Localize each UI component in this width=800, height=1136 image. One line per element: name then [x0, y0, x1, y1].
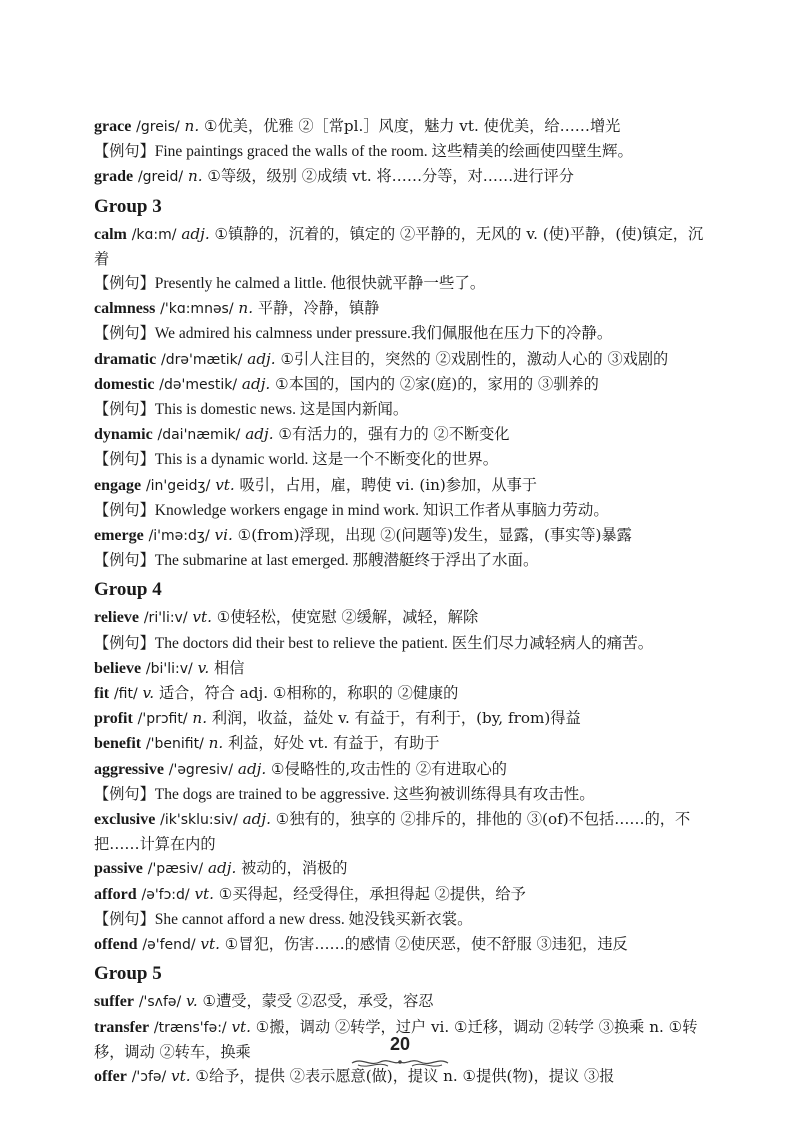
ornament-flourish-icon [348, 1055, 452, 1069]
definition: ①引人注目的，突然的 ②戏剧性的，激动人心的 ③戏剧的 [280, 349, 669, 368]
example-sentence [94, 548, 716, 573]
definition: ①使轻松，使宽慰 ②缓解，减轻，解除 [216, 608, 479, 627]
example-label: 【例句】 [94, 400, 155, 419]
headword: engage [94, 476, 142, 494]
phonetic: /'kɑ:mnəs/ [160, 301, 234, 318]
page-footer [0, 1034, 800, 1069]
headword: dynamic [94, 426, 153, 444]
example-text: Fine paintings graced the walls of the room. 这些精美的绘画使四壁生辉。 [154, 143, 634, 161]
example-text: The dogs are trained to be aggressive. 这些狗被训练得具有攻击性。 [154, 785, 595, 803]
dictionary-entry [94, 222, 716, 271]
dictionary-page [94, 114, 716, 1089]
phonetic: /'pæsiv/ [147, 861, 204, 878]
phonetic: /greid/ [137, 169, 184, 186]
definition: ①冒犯，伤害……的感情 ②使厌恶，使不舒服 ③违犯，违反 [224, 935, 628, 954]
phonetic: /'benifit/ [145, 736, 204, 753]
phonetic: /fit/ [113, 686, 138, 703]
definition: ①等级，级别 ②成绩 vt. 将……分等，对……进行评分 [207, 167, 574, 186]
phonetic: /ri'li:v/ [143, 610, 188, 627]
example-sentence [94, 498, 716, 523]
headword: relieve [94, 609, 140, 627]
example-sentence [94, 782, 716, 807]
part-of-speech: n. [192, 709, 208, 728]
phonetic: /in'geidʒ/ [145, 477, 211, 494]
definition: ①买得起，经受得住，承担得起 ②提供，给予 [218, 884, 526, 903]
dictionary-entry [94, 473, 716, 498]
dictionary-entry [94, 989, 716, 1014]
part-of-speech: adj. [245, 425, 274, 444]
part-of-speech: adj. [207, 859, 237, 878]
definition: ①有活力的，强有力的 ②不断变化 [278, 425, 510, 444]
dictionary-entry [94, 882, 716, 907]
example-sentence [94, 139, 716, 164]
phonetic: /træns'fə:/ [153, 1019, 227, 1036]
headword: fit [94, 685, 110, 703]
dictionary-entry [94, 656, 716, 681]
headword: offer [94, 1067, 127, 1085]
phonetic: /greis/ [136, 119, 180, 135]
phonetic: /'sʌfə/ [138, 994, 182, 1011]
phonetic: /kɑ:m/ [131, 226, 177, 243]
dictionary-entry [94, 347, 716, 372]
example-sentence [94, 397, 716, 422]
dictionary-entry [94, 605, 716, 630]
headword: exclusive [94, 811, 156, 829]
definition: ①本国的，国内的 ②家(庭)的，家用的 ③驯养的 [275, 374, 599, 393]
part-of-speech: adj. [247, 349, 276, 368]
phonetic: /drə'mætik/ [161, 351, 243, 368]
phonetic: /ik'sklu:siv/ [160, 812, 238, 829]
group-heading: Group 4 [94, 579, 162, 601]
part-of-speech: vt. [192, 608, 212, 627]
part-of-speech: adj. [241, 374, 271, 393]
example-label: 【例句】 [94, 500, 155, 519]
example-sentence [94, 631, 716, 656]
phonetic: /ə'fend/ [142, 937, 196, 954]
definition: ①独有的，独享的 ②排斥的，排他的 ③(of)不包括……的，不把……计算在内的 [94, 810, 691, 854]
dictionary-entry [94, 731, 716, 756]
part-of-speech: n. [208, 734, 224, 753]
part-of-speech: n. [187, 167, 203, 186]
example-sentence [94, 907, 716, 932]
headword: benefit [94, 735, 142, 753]
dictionary-entry [94, 523, 716, 548]
definition: ①(from)浮现，出现 ②(问题等)发生，显露，(事实等)暴露 [237, 526, 632, 545]
definition: ①遭受，蒙受 ②忍受，承受，容忍 [202, 992, 434, 1011]
part-of-speech: vt. [215, 475, 235, 494]
part-of-speech: adj. [237, 759, 267, 778]
example-sentence [94, 447, 716, 472]
part-of-speech: adj. [181, 224, 210, 243]
part-of-speech: adj. [242, 810, 271, 829]
headword: profit [94, 710, 133, 728]
example-sentence [94, 271, 716, 296]
headword: believe [94, 659, 142, 677]
example-label: 【例句】 [94, 450, 155, 469]
headword: emerge [94, 527, 144, 545]
definition: ①侵略性的,攻击性的 ②有进取心的 [271, 759, 507, 778]
phonetic: /'ɔfə/ [131, 1068, 167, 1085]
example-text: This is a dynamic world. 这是一个不断变化的世界。 [154, 451, 499, 469]
dictionary-entry [94, 164, 716, 189]
example-label: 【例句】 [94, 633, 155, 652]
definition: 适合，符合 adj. ①相称的，称职的 ②健康的 [158, 684, 459, 703]
part-of-speech: v. [142, 684, 155, 703]
example-label: 【例句】 [94, 142, 155, 161]
definition: 吸引，占用，雇，聘使 vi. (in)参加，从事于 [239, 475, 537, 494]
example-label: 【例句】 [94, 551, 155, 570]
example-text: She cannot afford a new dress. 她没钱买新衣裳。 [154, 910, 473, 928]
phonetic: /dai'næmik/ [157, 427, 241, 444]
phonetic: /də'mestik/ [159, 376, 238, 393]
headword: dramatic [94, 350, 157, 368]
headword: aggressive [94, 760, 164, 778]
dictionary-entry [94, 372, 716, 397]
headword: grace [94, 118, 132, 135]
group-heading: Group 5 [94, 963, 162, 985]
dictionary-entry [94, 296, 716, 321]
example-sentence [94, 321, 716, 346]
definition: 相信 [214, 658, 245, 677]
example-label: 【例句】 [94, 324, 155, 343]
definition: ①优美，优雅 ②［常pl.］风度，魅力 vt. 使优美，给……增光 [203, 117, 621, 135]
part-of-speech: v. [197, 658, 210, 677]
example-text: We admired his calmness under pressure.我们佩服他在压力下的冷静。 [154, 325, 613, 343]
dictionary-entry [94, 856, 716, 881]
page-number: 20 [389, 1034, 411, 1054]
headword: suffer [94, 993, 134, 1011]
group-heading: Group 3 [94, 195, 162, 217]
headword: afford [94, 885, 137, 903]
headword: domestic [94, 375, 155, 393]
definition: ①镇静的，沉着的，镇定的 ②平静的，无风的 v. (使)平静，(使)镇定，沉着 [94, 224, 704, 268]
headword: offend [94, 936, 138, 954]
example-text: Knowledge workers engage in mind work. 知识工作者从事脑力劳动。 [154, 501, 609, 519]
example-label: 【例句】 [94, 784, 155, 803]
dictionary-entry [94, 757, 716, 782]
headword: passive [94, 860, 143, 878]
example-label: 【例句】 [94, 909, 155, 928]
part-of-speech: vt. [171, 1066, 191, 1085]
part-of-speech: vi. [214, 526, 233, 545]
headword: grade [94, 168, 134, 186]
dictionary-entry [94, 807, 716, 856]
dictionary-entry [94, 422, 716, 447]
example-text: The doctors did their best to relieve the patient. 医生们尽力减轻病人的痛苦。 [154, 634, 654, 652]
example-label: 【例句】 [94, 274, 155, 293]
part-of-speech: vt. [200, 935, 220, 954]
phonetic: /i'mə:dʒ/ [148, 528, 210, 545]
part-of-speech: vt. [194, 884, 214, 903]
example-text: Presently he calmed a little. 他很快就平静一些了。 [154, 275, 486, 293]
phonetic: /'əgresiv/ [168, 761, 234, 778]
example-text: The submarine at last emerged. 那艘潜艇终于浮出了水面。 [154, 552, 539, 570]
part-of-speech: v. [186, 992, 198, 1011]
headword: calmness [94, 300, 156, 318]
dictionary-entry [94, 114, 716, 139]
example-text: This is domestic news. 这是国内新闻。 [154, 401, 409, 419]
definition: 平静，冷静，镇静 [257, 299, 380, 318]
definition: ①给予，提供 ②表示愿意(做)，提议 n. ①提供(物)，提议 ③报 [195, 1066, 615, 1085]
dictionary-entry [94, 706, 716, 731]
part-of-speech: n. [184, 117, 200, 135]
definition: 利益，好处 vt. 有益于，有助于 [228, 734, 440, 753]
phonetic: /'prɔfit/ [137, 711, 188, 728]
headword: calm [94, 225, 127, 243]
dictionary-entry [94, 932, 716, 957]
definition: 利润，收益，益处 v. 有益于，有利于，(by, from)得益 [211, 709, 581, 728]
part-of-speech: n. [238, 299, 254, 318]
dictionary-entry [94, 681, 716, 706]
part-of-speech: vt. [231, 1017, 251, 1036]
definition: 被动的，消极的 [241, 859, 348, 878]
definition: ①搬，调动 ②转学，过户 vi. ①迁移，调动 ②转学 ③换乘 n. ①转移，调动 ②转车，换乘 [94, 1017, 698, 1061]
headword: transfer [94, 1018, 150, 1036]
phonetic: /bi'li:v/ [145, 660, 193, 677]
phonetic: /ə'fɔ:d/ [141, 886, 190, 903]
